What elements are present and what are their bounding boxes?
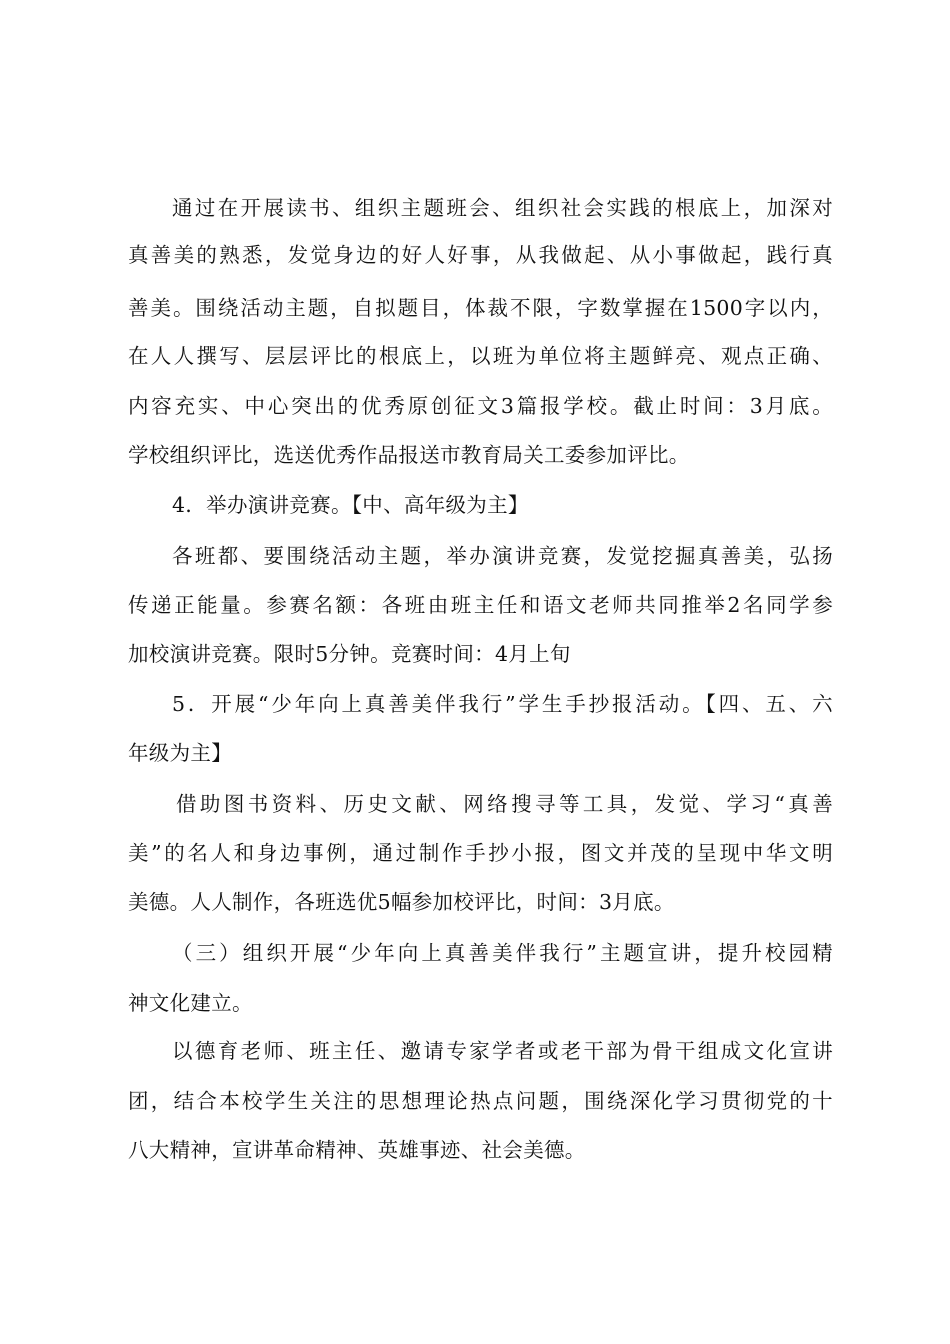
section-heading-cont: 神文化建立。 [128, 991, 253, 1015]
section-heading-cont: 年级为主】 [128, 741, 232, 765]
paragraph-line: 各班都、要围绕活动主题，举办演讲竞赛，发觉挖掘真善美，弘扬 [172, 544, 833, 568]
paragraph-line: 美”的名人和身边事例，通过制作手抄小报，图文并茂的呈现中华文明 [128, 841, 833, 865]
paragraph-line: 传递正能量。参赛名额：各班由班主任和语文老师共同推举2名同学参 [128, 593, 833, 617]
section-heading: 5．开展“少年向上真善美伴我行”学生手抄报活动。【四、五、六 [172, 692, 833, 716]
paragraph-line: 借助图书资料、历史文献、网络搜寻等工具，发觉、学习“真善 [176, 792, 833, 816]
paragraph-line: 团，结合本校学生关注的思想理论热点问题，围绕深化学习贯彻党的十 [128, 1089, 833, 1113]
paragraph-line: 八大精神，宣讲革命精神、英雄事迹、社会美德。 [128, 1138, 586, 1162]
paragraph-line: 内容充实、中心突出的优秀原创征文3篇报学校。截止时间：3月底。 [128, 394, 833, 418]
section-heading: 4．举办演讲竞赛。【中、高年级为主】 [172, 493, 529, 517]
paragraph-line: 通过在开展读书、组织主题班会、组织社会实践的根底上，加深对 [172, 196, 833, 220]
paragraph-line: 善美。围绕活动主题，自拟题目，体裁不限，字数掌握在1500字以内， [128, 296, 833, 320]
paragraph-line: 学校组织评比，选送优秀作品报送市教育局关工委参加评比。 [128, 443, 690, 467]
paragraph-line: 在人人撰写、层层评比的根底上，以班为单位将主题鲜亮、观点正确、 [128, 344, 833, 368]
paragraph-line: 真善美的熟悉，发觉身边的好人好事，从我做起、从小事做起，践行真 [128, 243, 833, 267]
paragraph-line: 加校演讲竞赛。限时5分钟。竞赛时间：4月上旬 [128, 642, 571, 666]
section-heading: （三）组织开展“少年向上真善美伴我行”主题宣讲，提升校园精 [172, 941, 833, 965]
paragraph-line: 以德育老师、班主任、邀请专家学者或老干部为骨干组成文化宣讲 [172, 1039, 833, 1063]
paragraph-line: 美德。人人制作，各班选优5幅参加校评比，时间：3月底。 [128, 890, 675, 914]
